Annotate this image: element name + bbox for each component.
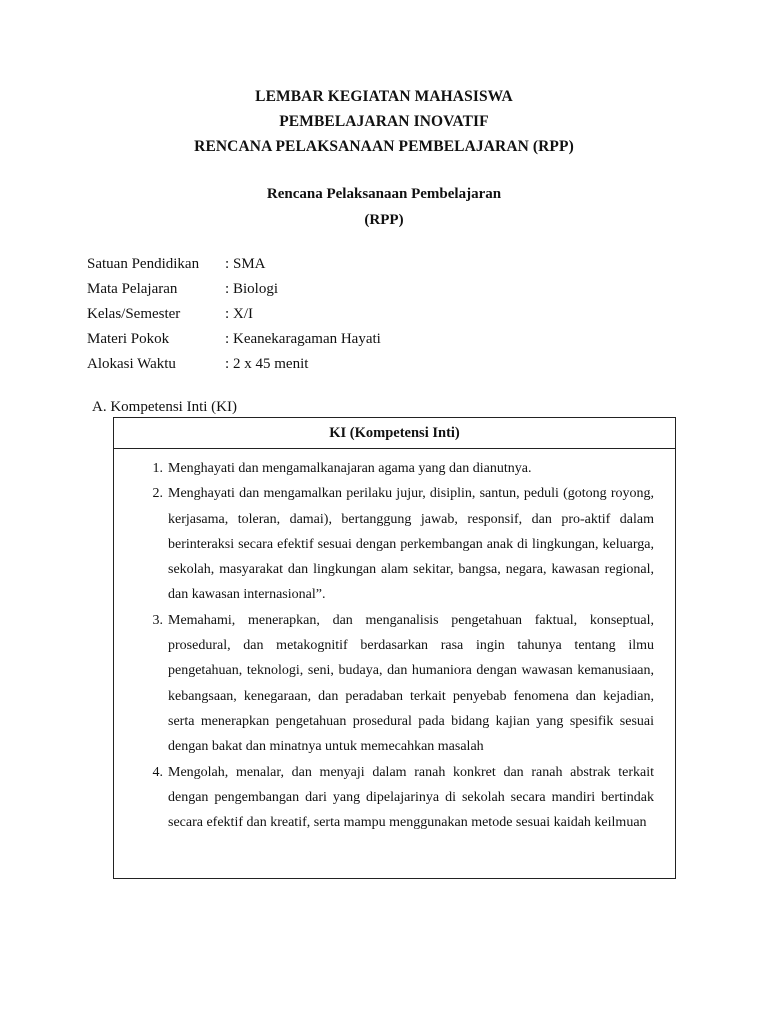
header-line-2: PEMBELAJARAN INOVATIF	[279, 113, 489, 130]
ki-table-header: KI (Kompetensi Inti)	[114, 418, 675, 449]
ki-item	[114, 760, 675, 836]
info-label: Kelas/Semester	[87, 306, 181, 322]
info-label: Alokasi Waktu	[87, 356, 176, 372]
info-separator: :	[225, 281, 230, 297]
ki-table	[113, 417, 676, 879]
info-row	[87, 278, 381, 303]
ki-item-text: Menghayati dan mengamalkan perilaku jujur, disiplin, santun, peduli (gotong royong, kerjasama, toleran, damai), bertanggung jawab, responsif, dan pro-aktif dalam berinteraksi secara efektif sesuai dengan perkembangan anak di lingkungan, keluarga, sekolah, masyarakat dan lingkungan alam sekitar, bangsa, negara, kawasan regional, dan kawasan internasional”.	[168, 486, 654, 603]
subheader-line-1: Rencana Pelaksanaan Pembelajaran	[266, 186, 502, 202]
ki-list	[114, 449, 675, 835]
ki-item-number: 4.	[152, 764, 163, 780]
ki-item-number: 2.	[152, 486, 163, 502]
info-row	[87, 303, 381, 328]
info-value: Biologi	[233, 281, 279, 297]
identity-block	[87, 253, 381, 378]
info-label: Materi Pokok	[87, 331, 170, 347]
info-separator: :	[225, 256, 230, 272]
ki-item-text: Memahami, menerapkan, dan menganalisis pengetahuan faktual, konseptual, prosedural, dan metakognitif berdasarkan rasa ingin tahunya tentang ilmu pengetahuan, teknologi, seni, budaya, dan humaniora dengan wawasan kemanusiaan, kebangsaan, kenegaraan, dan peradaban terkait penyebab fenomena dan kejadian, serta menerapkan pengetahuan prosedural pada bidang kajian yang spesifik sesuai dengan bakat dan minatnya untuk memecahkan masalah	[168, 612, 654, 755]
info-value: SMA	[233, 256, 266, 272]
ki-item-number: 1.	[152, 461, 163, 476]
subheader-line-2: (RPP)	[364, 212, 404, 228]
header-line-1: LEMBAR KEGIATAN MAHASISWA	[255, 88, 513, 105]
info-separator: :	[225, 331, 230, 347]
info-label: Satuan Pendidikan	[87, 256, 200, 272]
ki-item	[114, 481, 675, 607]
info-value: Keanekaragaman Hayati	[233, 331, 381, 347]
info-separator: :	[225, 356, 230, 372]
ki-item-text: Menghayati dan mengamalkanajaran agama yang dan dianutnya.	[168, 461, 532, 476]
info-row	[87, 353, 381, 378]
document-header	[0, 84, 768, 159]
header-line-3: RENCANA PELAKSANAAN PEMBELAJARAN (RPP)	[194, 138, 574, 155]
info-separator: :	[225, 306, 230, 322]
ki-item-number: 3.	[152, 612, 163, 628]
info-label: Mata Pelajaran	[87, 281, 178, 297]
ki-item	[114, 608, 675, 760]
info-row	[87, 328, 381, 353]
info-value: X/I	[233, 306, 253, 322]
info-row	[87, 253, 381, 278]
ki-item	[114, 456, 675, 481]
info-value: 2 x 45 menit	[233, 356, 309, 372]
ki-item-text: Mengolah, menalar, dan menyaji dalam ranah konkret dan ranah abstrak terkait dengan pengembangan dari yang dipelajarinya di sekolah secara mandiri bertindak secara efektif dan kreatif, serta mampu menggunakan metode sesuai kaidah keilmuan	[168, 764, 654, 831]
section-title-ki: A. Kompetensi Inti (KI)	[92, 399, 237, 415]
document-subheader	[0, 181, 768, 233]
